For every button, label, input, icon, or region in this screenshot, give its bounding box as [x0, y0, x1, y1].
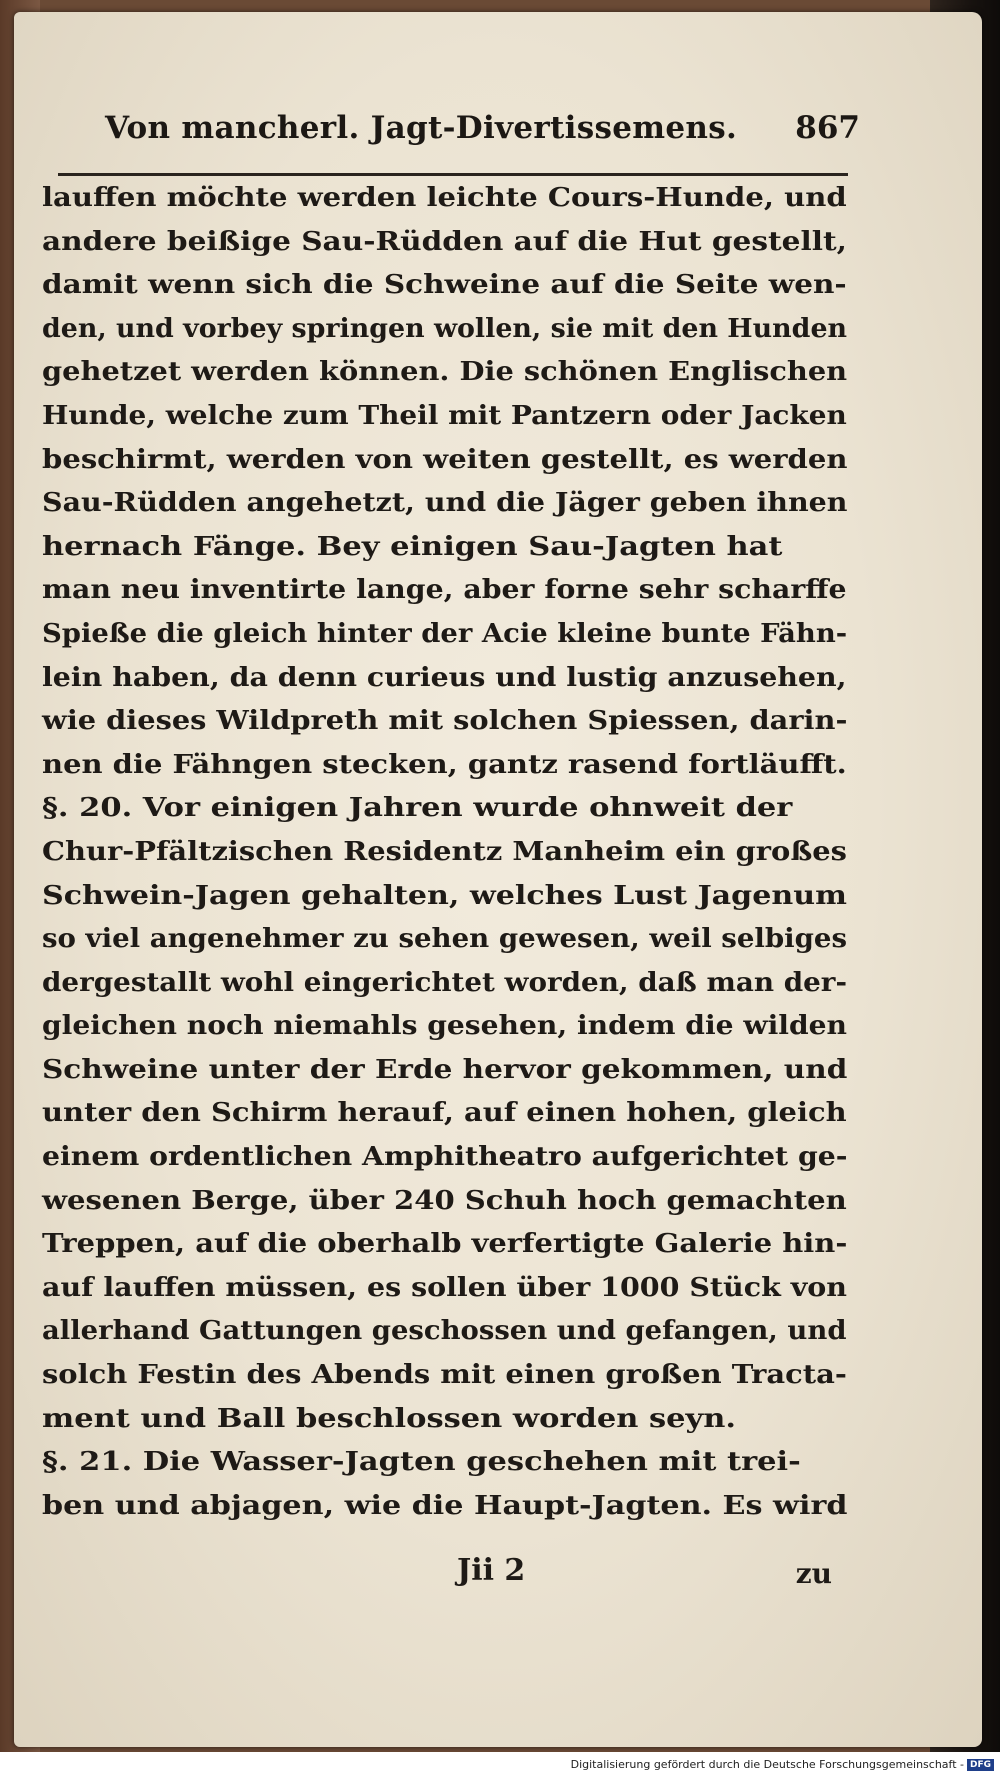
- page-header: [105, 110, 865, 160]
- text-line: den, und vorbey springen wollen, sie mit den Hunden: [42, 312, 848, 344]
- text-line: Chur-Pfältzischen Residentz Manheim ein großes: [42, 835, 847, 867]
- text-line: hernach Fänge. Bey einigen Sau-Jagten hat: [42, 530, 783, 562]
- text-line: damit wenn sich die Schweine auf die Seite wen-: [42, 269, 847, 301]
- text-line: Schweine unter der Erde hervor gekommen, und: [42, 1053, 848, 1085]
- body-text: [42, 176, 852, 1527]
- text-line: allerhand Gattungen geschossen und gefangen, und: [42, 1315, 847, 1347]
- text-line: wesenen Berge, über 240 Schuh hoch gemachten: [42, 1184, 847, 1216]
- text-line: solch Festin des Abends mit einen großen Tracta-: [42, 1359, 847, 1391]
- text-line: lauffen möchte werden leichte Cours-Hunde, und: [42, 182, 847, 213]
- text-line: nen die Fähngen stecken, gantz rasend fortläufft.: [42, 748, 847, 780]
- catchword: zu: [795, 1557, 832, 1590]
- text-line: Hunde, welche zum Theil mit Pantzern oder Jacken: [42, 399, 847, 431]
- page-footer: [42, 1553, 832, 1603]
- text-line: einem ordentlichen Amphitheatro aufgerichtet ge-: [42, 1141, 848, 1173]
- signature-mark: Jii 2: [457, 1553, 526, 1588]
- text-line: unter den Schirm herauf, auf einen hohen, gleich: [42, 1097, 847, 1129]
- text-line: ben und abjagen, wie die Haupt-Jagten. Es wird: [42, 1489, 848, 1521]
- text-line: Schwein-Jagen gehalten, welches Lust Jagenum: [42, 879, 847, 911]
- text-line: §. 21. Die Wasser-Jagten geschehen mit trei-: [42, 1446, 801, 1478]
- text-line: so viel angenehmer zu sehen gewesen, weil selbiges: [42, 923, 848, 955]
- text-line: Spieße die gleich hinter der Acie kleine bunte Fähn-: [42, 617, 848, 649]
- page-number: 867: [795, 110, 860, 146]
- text-line: Treppen, auf die oberhalb verfertigte Galerie hin-: [42, 1228, 848, 1260]
- dfg-logo: DFG: [967, 1759, 994, 1771]
- text-line: dergestallt wohl eingerichtet worden, daß man der-: [42, 966, 847, 998]
- text-line: ment und Ball beschlossen worden seyn.: [42, 1402, 737, 1434]
- text-line: andere beißige Sau-Rüdden auf die Hut gestellt,: [42, 225, 847, 257]
- text-line: man neu inventirte lange, aber forne sehr scharffe: [42, 574, 847, 606]
- text-line: Sau-Rüdden angehetzt, und die Jäger geben ihnen: [42, 487, 848, 519]
- text-line: gehetzet werden können. Die schönen Englischen: [42, 356, 848, 388]
- running-head: Von mancherl. Jagt-Divertissemens.: [105, 110, 738, 146]
- text-line: beschirmt, werden von weiten gestellt, es werden: [42, 443, 848, 475]
- text-line: wie dieses Wildpreth mit solchen Spiessen, darin-: [42, 705, 848, 737]
- text-line: auf lauffen müssen, es sollen über 1000 Stück von: [42, 1271, 848, 1303]
- text-line: §. 20. Vor einigen Jahren wurde ohnweit der: [42, 792, 793, 824]
- text-line: gleichen noch niemahls gesehen, indem die wilden: [42, 1010, 848, 1042]
- digitization-credit: [571, 1758, 994, 1771]
- credit-text: Digitalisierung gefördert durch die Deutsche Forschungsgemeinschaft -: [570, 1758, 964, 1771]
- text-line: lein haben, da denn curieus und lustig anzusehen,: [42, 661, 847, 693]
